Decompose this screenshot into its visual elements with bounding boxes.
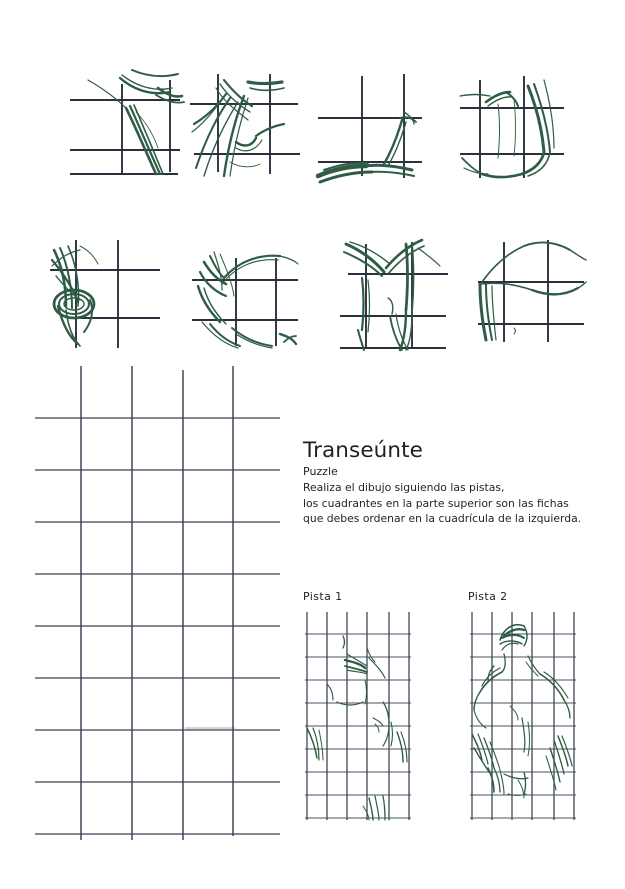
puzzle-tile-6[interactable] — [192, 238, 304, 350]
answer-grid-vertical-lines — [81, 366, 233, 840]
tile-grid-lines — [478, 240, 584, 342]
tile-grid-lines — [192, 258, 298, 346]
description-block — [303, 440, 613, 526]
hint-1-image[interactable] — [305, 610, 411, 822]
instruction-line-3: que debes ordenar en la cuadrícula de la izquierda. — [303, 512, 582, 526]
instruction-line-2: los cuadrantes en la parte superior son las fichas — [303, 496, 569, 510]
page-subtitle: Puzzle — [303, 464, 338, 478]
hint-2-image[interactable] — [470, 610, 576, 822]
puzzle-tile-5[interactable] — [50, 236, 162, 350]
answer-grid-horizontal-lines — [35, 418, 280, 834]
page-title: Transeúnte — [303, 438, 423, 463]
tile-drawing-strokes — [198, 252, 298, 348]
puzzle-tile-4[interactable] — [458, 68, 570, 182]
hint-2-label: Pista 2 — [468, 590, 508, 603]
hint-1-grid-horizontal — [305, 634, 411, 818]
tile-drawing-strokes — [318, 112, 416, 182]
tile-grid-lines — [460, 76, 564, 178]
hint-1-drawing-strokes — [307, 636, 407, 820]
tile-drawing-strokes — [480, 243, 586, 340]
tile-grid-lines — [318, 74, 422, 178]
tile-drawing-strokes — [52, 246, 98, 346]
tile-drawing-strokes — [344, 240, 440, 350]
hint-1-label: Pista 1 — [303, 590, 343, 603]
hint-2-grid-vertical — [472, 612, 574, 820]
puzzle-tile-8[interactable] — [478, 234, 588, 346]
instruction-line-1: Realiza el dibujo siguiendo las pistas, — [303, 481, 505, 495]
tile-drawing-strokes — [460, 80, 554, 177]
puzzle-tile-1[interactable] — [70, 62, 180, 172]
puzzle-tile-3[interactable] — [318, 72, 428, 184]
puzzle-tile-2[interactable] — [190, 68, 302, 183]
hint-1-grid-vertical — [307, 612, 409, 820]
answer-grid[interactable] — [35, 366, 280, 838]
puzzle-tile-7[interactable] — [340, 234, 452, 350]
